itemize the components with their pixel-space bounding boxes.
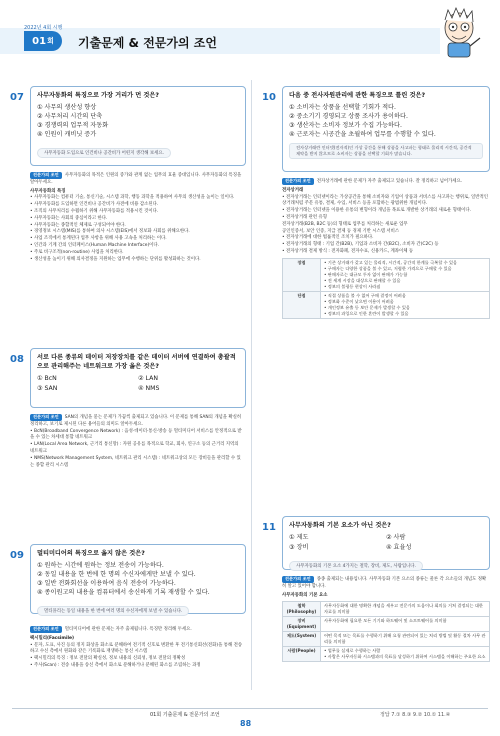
option[interactable]: ① BcN	[37, 375, 57, 382]
option[interactable]: ② 사무처리 시간의 단축	[37, 113, 103, 120]
explanation-line: • NMS(Network Management System, 네트워크 관리 시스템) : 네트워크상의 모든 장비들을 관리할 수 있는 종합 관리 시스템	[30, 455, 241, 468]
mascot-illustration	[434, 6, 484, 62]
option[interactable]: ② 동일 내용을 한 번에 한 명의 수신자에게만 보낼 수 있다.	[37, 571, 196, 578]
table-line: • 정보의 불평등 현상이 사라짐	[324, 283, 381, 289]
option[interactable]: ① 사무의 생산성 향상	[37, 104, 97, 111]
expert-tip-label: 전문가의 조언	[30, 626, 62, 633]
explanation-subheading: 사무자동화의 특징	[30, 188, 66, 194]
option[interactable]: ③ 장비	[289, 544, 309, 551]
hint-bubble: 전자상거래란 인터넷(전자적)인 가상 공간을 통해 상품을 사고파는 형태로 물리적 시간적, 공간적 제약을 받지 않으므로 소비자는 상품을 선택할 기회가 많습니다.	[289, 143, 483, 159]
page-header	[0, 0, 500, 70]
page-footer	[0, 704, 500, 736]
explanation-subheading: 사무자동화의 기본 요소	[282, 592, 328, 598]
round-badge	[24, 31, 62, 51]
table-cell: 사무자동화에 필요한 모든 기기와 하드웨어 및 소프트웨어를 의미함	[321, 617, 490, 632]
table-line: • 전 세계 시장을 대상으로 판매할 수 있음	[324, 277, 401, 283]
hint-bubble: 사무자동화의 기본 요소 4가지는 철학, 장비, 제도, 사람입니다.	[289, 561, 423, 571]
options-list	[37, 561, 239, 597]
question-number: 07	[10, 92, 24, 103]
round-number: 01	[32, 35, 47, 47]
option[interactable]: ③ 생산자는 소비자 정보가 수집 가능하다.	[289, 122, 402, 129]
table-line: • 판매자로는 대규모 투자 없이 판매가 가능함	[324, 271, 408, 277]
table-row	[283, 258, 490, 291]
question-07-box	[30, 86, 246, 166]
table-row	[283, 647, 490, 662]
table-head: 제도(System)	[283, 632, 321, 647]
table-head: 장비(Equipment)	[283, 617, 321, 632]
expert-tip-label: 전문가의 조언	[30, 172, 62, 179]
expert-tip-label: 전문가의 조언	[282, 178, 314, 185]
option[interactable]: ① 제도	[289, 534, 309, 541]
explanation-line: • 사무자동화는 컴퓨터 기술, 통신기술, 시스템 과학, 행동 과학을 적용하여 사무의 생산성을 높이는 일이다.	[30, 195, 235, 201]
explanation-subheading: 팩시밀리(Facsimile)	[30, 635, 74, 641]
option[interactable]: ② 사람	[386, 534, 406, 541]
question-11-box	[282, 516, 490, 570]
table-cell: 어떤 목적 또는 목표를 수행하기 위해 요청 관련되어 있는 처리 방법 및 활동 절차 사무 관리를 의미함	[321, 632, 490, 647]
explanation-line: • 전자상거래 결제 방식 : 전자화폐, 전자수표, 신용카드, 계좌이체 등	[282, 248, 414, 254]
options-list	[37, 103, 239, 139]
options-list	[37, 374, 239, 393]
elements-table	[282, 601, 490, 662]
table-head: 장점	[283, 258, 321, 291]
explanation-line: • 조직의 사무처리를 수월하기 위해 사무자동화를 적용시킨 것이다.	[30, 208, 159, 214]
option[interactable]: ④ 근로자는 시공간을 초월하여 업무를 수행할 수 있다.	[289, 131, 436, 138]
option[interactable]: ③ 일반 전화회선을 이용하여 음식 전송이 가능하다.	[37, 580, 176, 587]
table-row	[283, 632, 490, 647]
table-line: • 기존 상거래가 갖고 있는 물리적, 시간적, 공간적 한계를 극복할 수 있음	[324, 259, 458, 265]
explanation-line: • 생산성을 높이기 위해 의사결정을 지원하는 업무에 수행하는 단위를 활성화하는 것이다.	[30, 256, 201, 262]
expert-tip-label: 전문가의 조언	[282, 576, 314, 583]
explanation-07	[30, 172, 244, 263]
table-head: 철학(Philosophy)	[283, 602, 321, 617]
pros-cons-table	[282, 258, 490, 319]
option[interactable]: ③ 경쟁력의 업무적 자동화	[37, 122, 109, 129]
explanation-line: • 인간과 기계 간의 인터페이스(Human Machine Interface)이다.	[30, 242, 160, 248]
option[interactable]: ② LAN	[138, 375, 158, 382]
table-line: • 정보의 과잉으로 인한 혼란이 발생할 수 있음	[324, 310, 409, 316]
option[interactable]: ② 중소기기 경영되고 상품 조사가 용이하다.	[289, 113, 408, 120]
header-band	[0, 28, 440, 54]
explanation-line: • 사무자동화는 종합적인 체제로 구성되어야 한다.	[30, 222, 126, 228]
answer-key: 정답 7.① 8.③ 9.② 10.① 11.④	[380, 712, 451, 718]
explanation-line: • 사무자동화를 도입하면 인건비나 공간비가 사전에 비용 감소된다.	[30, 202, 159, 208]
question-text: 멀티미디어의 특징으로 옳지 않은 것은?	[37, 550, 145, 557]
expert-tip-label: 전문가의 조언	[30, 414, 62, 421]
table-cell	[321, 291, 490, 318]
explanation-line: • 주사(Scan) : 전송 내용을 송신 측에서 화소로 분해하거나 분해된 화소를 조립하는 과정	[30, 662, 201, 668]
explanation-09	[30, 626, 244, 670]
table-line: • 구매자는 다양한 상품을 볼 수 있고, 저렴한 가격으로 구매할 수 있음	[324, 265, 452, 271]
footer-rule	[12, 708, 488, 709]
question-text: 다음 중 전사자원관리에 관한 특징으로 틀린 것은?	[289, 92, 426, 99]
table-line: • 정보화 수준이 낮으면 이용이 어려움	[324, 298, 394, 304]
explanation-text: SAN의 개념을 묻는 문제가 가끔씩 출제되고 있습니다. 이 문제를 통해 SAN의 개념을 확실히 정리하고, 보기로 제시된 다른 용어들의 의미도 알아두세요.	[30, 415, 242, 427]
explanation-line: • BcN(Broadband Convergence Network) : 음성·데이터·통신·방송 등 멀티미디어 서비스를 안정적으로 받을 수 있는 차세대 통합 네트워크	[30, 428, 242, 441]
table-line: • 사람은 사무자동화 시스템과의 목표를 달성하기 위하여 시스템을 이해하는 주요한 요소	[324, 654, 486, 660]
table-head: 사람(People)	[283, 647, 321, 662]
question-10-box	[282, 86, 490, 172]
options-list	[289, 533, 483, 552]
table-head: 단점	[283, 291, 321, 318]
page-number: 88	[240, 719, 252, 728]
question-08-box	[30, 348, 246, 408]
page-title: 기출문제 & 전문가의 조언	[78, 36, 217, 50]
table-row	[283, 291, 490, 318]
explanation-line: • 문자, 도표, 사진 등의 정지 화상을 화소로 분해하여 전기적 신호로 변환한 후 전기통신회선(전화)을 통해 전송하고 수신 측에서 원화와 같은 기록화로 재생하는 통신 시스템	[30, 642, 243, 655]
table-row	[283, 617, 490, 632]
table-cell: 사무자동화에 대한 명확한 개념을 세우고 전문가의 도움이나 회의를 거쳐 결정되는 대한 자료를 의미함	[321, 602, 490, 617]
explanation-line: • 사무자동화는 사회의 중심이라고 한다.	[30, 215, 108, 221]
question-number: 11	[262, 522, 276, 533]
explanation-text: 멀티미디어에 관한 문제는 자주 출제됩니다. 특징만 정리해 두세요.	[64, 627, 192, 632]
option[interactable]: ④ 종이원고의 내용을 컴퓨터에서 송신하게 기록 재생할 수 있다.	[37, 589, 210, 596]
question-text: 사무자동화의 기본 요소가 아닌 것은?	[289, 522, 391, 529]
round-suffix: 회	[47, 37, 54, 45]
exam-label: 2022년 4회 시행	[24, 25, 63, 31]
option[interactable]: ④ 효율성	[386, 544, 412, 551]
explanation-line: • LAN(Local Area Network, 근거리 통신망) : 자원 공유를 목적으로 학교, 회사, 연구소 등의 근거리 지역의 네트워크	[30, 442, 239, 454]
explanation-line: 전자상거래(B2B, B2C 등)의 형태로 업무를 처리하는 새로운 업무	[282, 221, 408, 227]
table-cell	[321, 647, 490, 662]
explanation-line: • 사업 조직에서 통계된다 업무 사항을 위해 사용 고속을 처리하는 이다.	[30, 236, 167, 242]
explanation-text: 사무자동화의 목적은 인원의 증가와 관계 없는 업무의 효율 증대입니다. 사무자동화의 특징을 알아두세요.	[30, 173, 242, 185]
explanation-text: 전자상거래에 관한 문제가 자주 출제되고 있습니다. 잘 정리하고 넘어가세요.	[316, 179, 463, 184]
question-number: 10	[262, 92, 276, 103]
explanation-line: 공인인증서, 보안 인증, 지급 결제 등 경제 기반 시스템 서비스	[282, 228, 400, 234]
explanation-line: • 팩시밀리의 특징 : 정보 전달의 확실성, 정보 내용의 신뢰성, 정보 전달의 정확성	[30, 656, 186, 662]
explanation-line: • 전자상거래는 인터넷을 이용한 유통의 변형이라 개념을 목표로 개발한 상거래의 새로운 형태이다.	[282, 208, 471, 214]
question-number: 09	[10, 550, 24, 561]
column-divider	[251, 80, 252, 690]
option[interactable]: ① 원하는 시간에 원하는 정보 전송이 가능하다.	[37, 562, 164, 569]
option[interactable]: ① 소비자는 상품을 선택할 기회가 적다.	[289, 104, 397, 111]
explanation-line: • 전자상거래에 대한 법률적인 조치가 필요하다.	[282, 235, 374, 241]
explanation-text: 종종 출제되는 내용입니다. 사무자동화 기본 요소의 종류는 물론 각 요소들의 개념도 정확히 알고 있어야 합니다.	[282, 577, 487, 589]
options-list	[289, 103, 483, 139]
option[interactable]: ④ NMS	[138, 385, 160, 392]
table-cell	[321, 258, 490, 291]
hint-bubble: 사무자동화 도입으로 인건비나 공간비가 어떤지 생각해 보세요.	[37, 148, 171, 158]
question-number: 08	[10, 354, 24, 365]
explanation-line: • 경영정보 시스템(MIS)를 통하여 의사 시스템(EIS)에서 정보화 사회를 위해요한다.	[30, 229, 190, 235]
table-line: • 개인정보 유출 등 보안 문제가 발생할 수 있음	[324, 304, 410, 310]
table-line: • 직접 상품을 볼 수 없어 구매 결정이 어려움	[324, 292, 406, 298]
hint-bubble: 멀티플리는 동일 내용을 한 번에 여러 명의 수신자에게 보낼 수 있습니다.	[37, 606, 189, 616]
explanation-line: • 전자상거래는 인터넷이라는 가상공간을 통해 소비자와 기업이 상품과 서비스를 사고파는 행위로, 일반적인 상거래처럼 주문 유통, 결제, 수입, 서비스 등을 포함하는 광범위한 개념이다.	[282, 194, 488, 207]
explanation-line: • 전자상거래 관련 유형	[282, 214, 327, 220]
option[interactable]: ③ SAN	[37, 385, 58, 392]
explanation-subheading: 전자상거래	[282, 187, 304, 193]
option[interactable]: ④ 인원이 캐비닛 증가	[37, 131, 97, 138]
footer-source: 01회 기출문제 & 전문가의 조언	[150, 712, 220, 718]
explanation-10	[282, 178, 490, 319]
explanation-line: • 전자상거래의 형태 : 기업 간(B2B), 기업과 소비자 간(B2C), 소비자 간(C2C) 등	[282, 242, 439, 248]
table-row	[283, 602, 490, 617]
table-line: • 업무를 실제로 수행하는 사람	[324, 648, 381, 654]
question-text: 서로 다른 종류의 데이터 저장장치를 같은 데이터 서버에 연결하여 총괄적으로 관리해주는 네트워크로 가장 옳은 것은?	[37, 354, 236, 370]
explanation-11	[282, 576, 490, 662]
question-09-box	[30, 544, 246, 614]
explanation-line: • 주로 비구조적(non-routine) 사업을 처리한다.	[30, 249, 124, 255]
explanation-08	[30, 414, 244, 469]
question-text: 사무자동화의 특징으로 가장 거리가 먼 것은?	[37, 92, 159, 99]
